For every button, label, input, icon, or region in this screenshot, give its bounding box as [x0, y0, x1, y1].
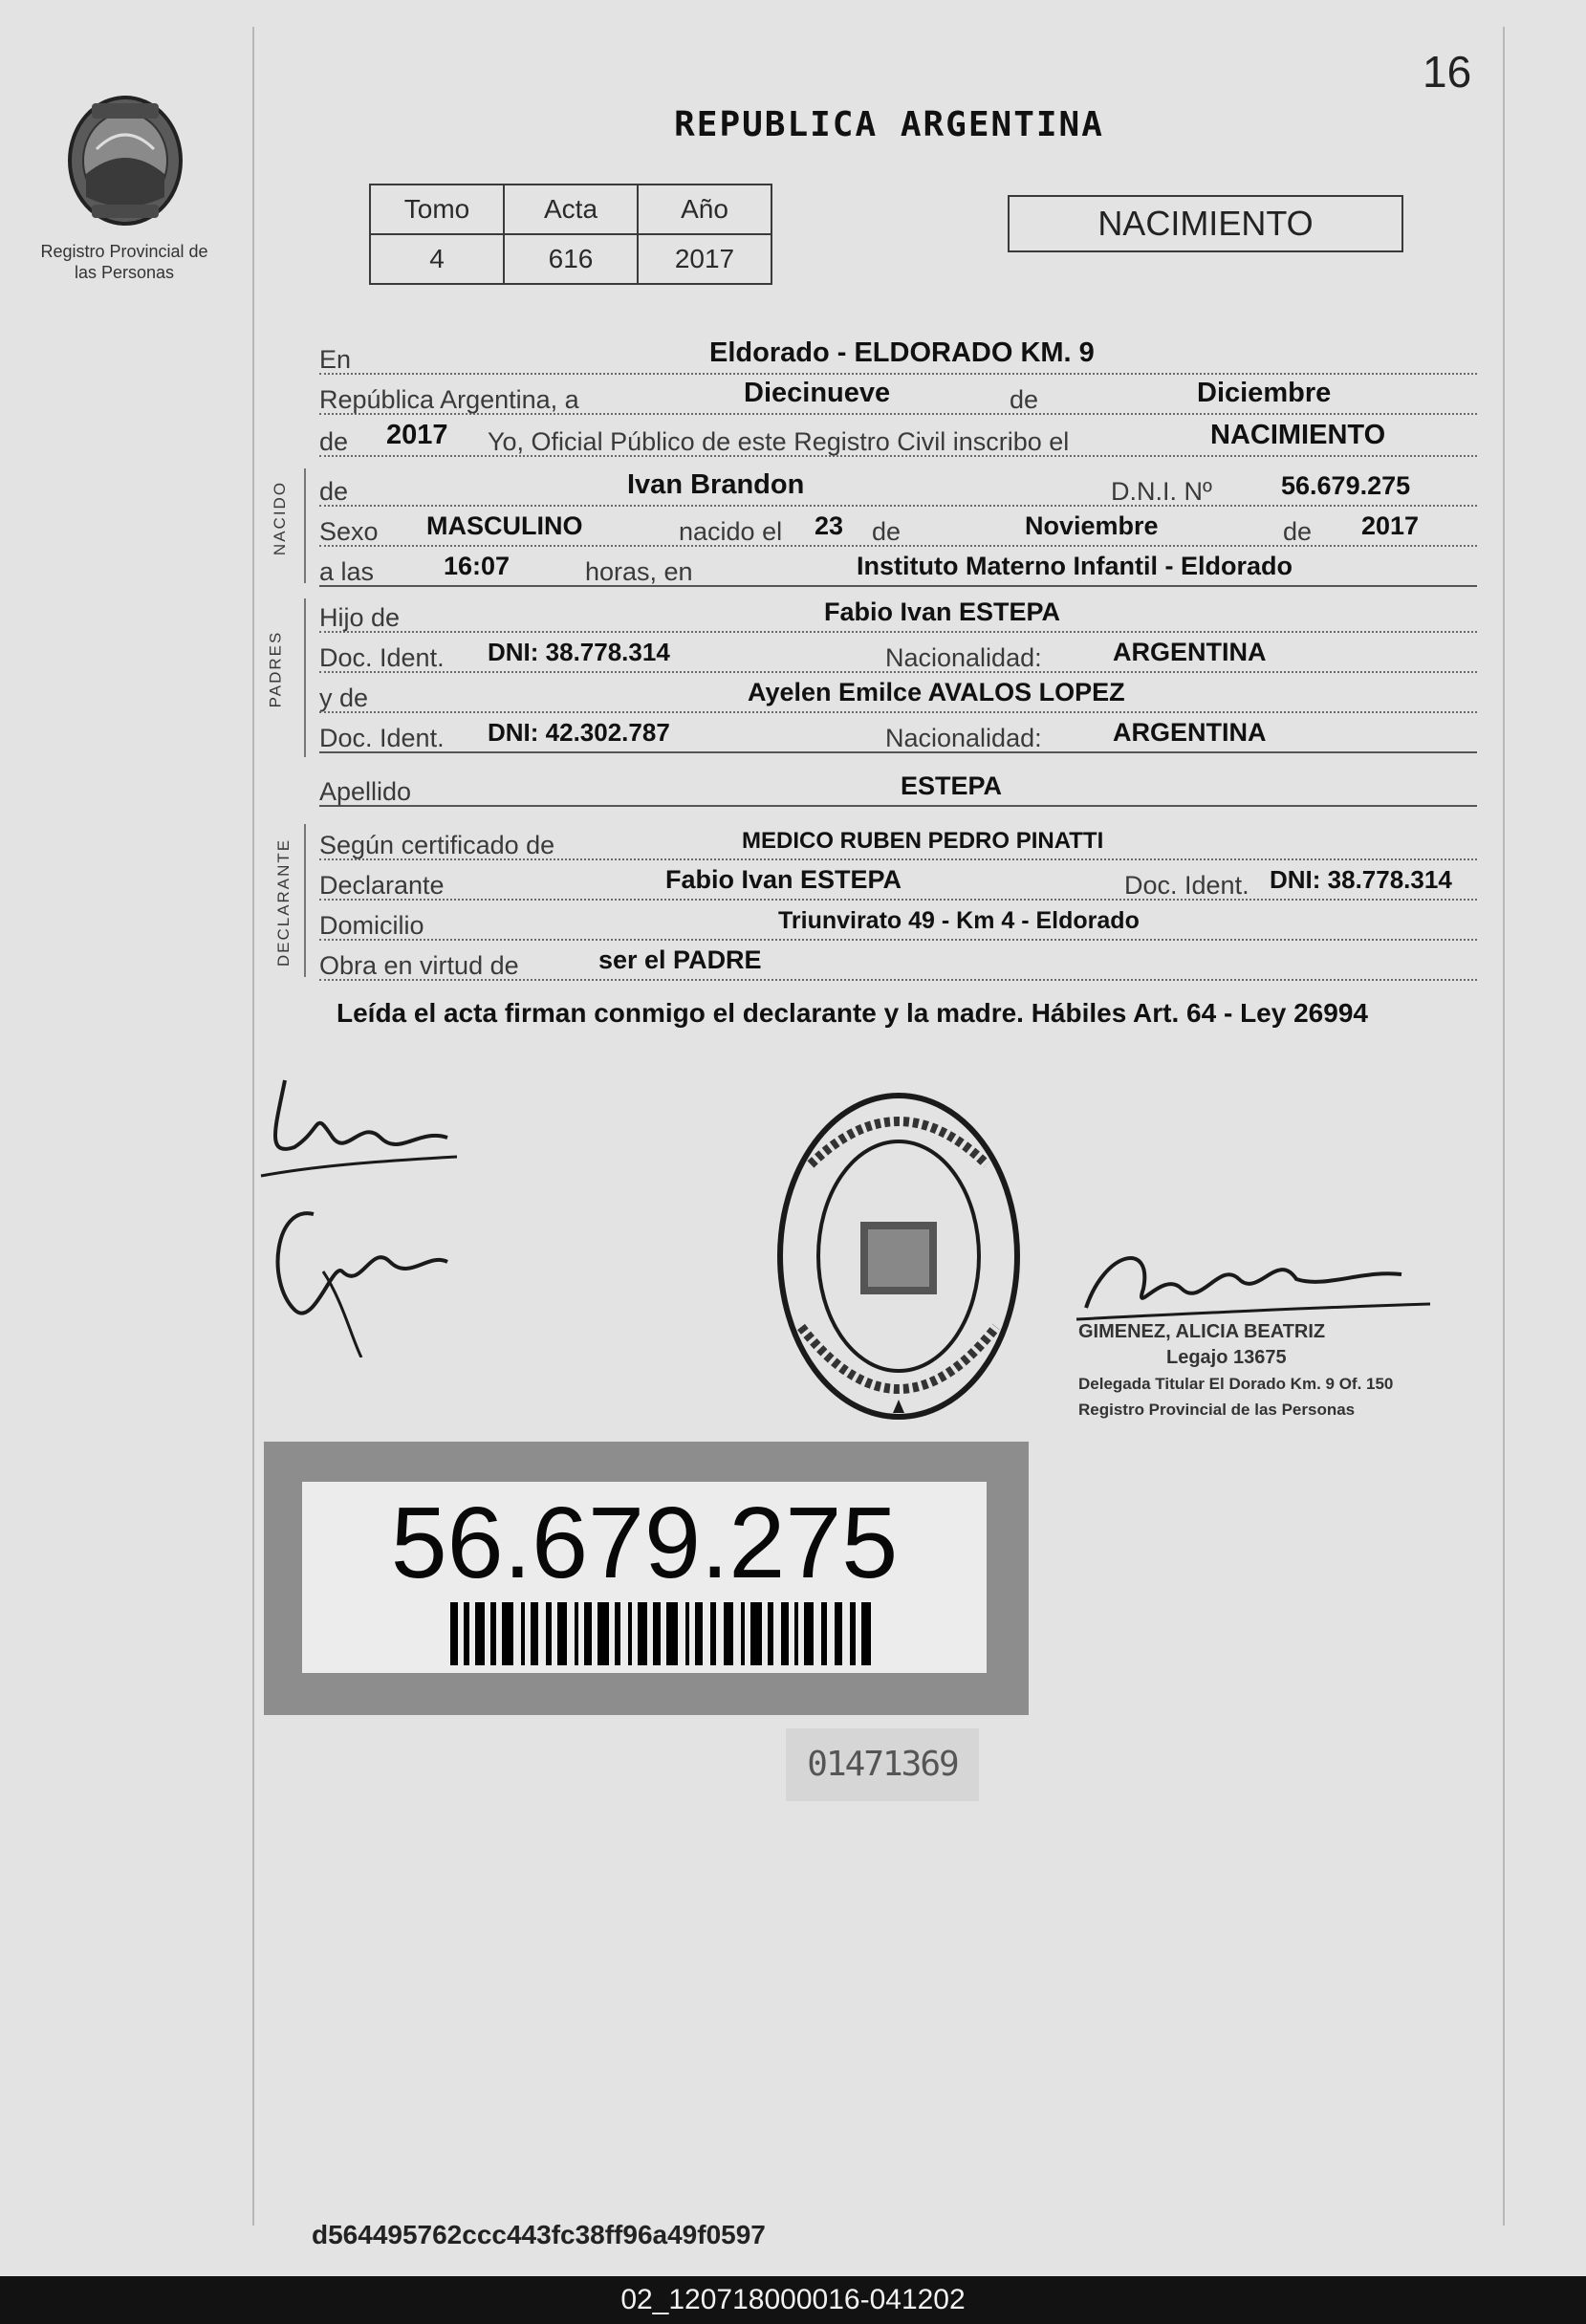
row-oficial: [319, 419, 1477, 457]
label-nacido: nacido el: [679, 517, 783, 546]
official-registro: Registro Provincial de las Personas: [1078, 1401, 1356, 1419]
value-child-dni: 56.679.275: [1281, 471, 1411, 500]
row-padre: [319, 595, 1477, 633]
section-label-padres: PADRES: [266, 630, 285, 708]
section-label-nacido: NACIDO: [271, 480, 290, 556]
row-madre: [319, 675, 1477, 713]
table-value-tomo: 4: [370, 234, 504, 284]
barcode: [450, 1602, 871, 1665]
value-birth-day: 23: [815, 511, 844, 540]
handwritten-signatures-left: [256, 1071, 467, 1357]
value-sexo: MASCULINO: [426, 511, 583, 540]
left-margin-line: [252, 27, 254, 2226]
table-value-ano: 2017: [638, 234, 771, 284]
row-nombre: [319, 468, 1477, 507]
value-declarant-doc: DNI: 38.778.314: [1270, 865, 1452, 894]
row-apellido: [319, 769, 1477, 807]
label-sexo: Sexo: [319, 517, 379, 546]
section-label-declarante: DECLARANTE: [274, 837, 293, 967]
label-dni: D.N.I. Nº: [1111, 477, 1212, 506]
value-father-name: Fabio Ivan ESTEPA: [824, 597, 1061, 626]
label-de-nombre: de: [319, 477, 349, 506]
value-address: Triunvirato 49 - Km 4 - Eldorado: [778, 907, 1140, 934]
tomo-acta-ano-table: [369, 184, 772, 285]
value-mother-doc: DNI: 42.302.787: [488, 718, 670, 747]
label-doc-madre: Doc. Ident.: [319, 724, 445, 752]
value-place: Eldorado - ELDORADO KM. 9: [709, 337, 1095, 368]
label-horas: horas, en: [585, 557, 693, 586]
label-declarante: Declarante: [319, 871, 445, 900]
value-declarant-name: Fabio Ivan ESTEPA: [665, 865, 902, 894]
nacido-bracket: [304, 468, 306, 583]
row-obra: [319, 943, 1477, 981]
value-surname: ESTEPA: [901, 771, 1003, 800]
row-hora: [319, 549, 1477, 587]
row-certificado: [319, 822, 1477, 860]
padres-bracket: [304, 598, 306, 757]
label-de-year2: de: [1283, 517, 1313, 546]
row-en: [319, 337, 1477, 375]
official-name: GIMENEZ, ALICIA BEATRIZ: [1078, 1321, 1326, 1342]
value-month: Diciembre: [1197, 378, 1332, 408]
official-name-block: [1078, 1319, 1442, 1423]
value-year: 2017: [386, 420, 448, 450]
footer-id-bar: 02_120718000016-041202: [0, 2276, 1586, 2324]
table-header-acta: Acta: [504, 185, 638, 234]
label-de: de: [1010, 385, 1039, 414]
right-margin-line: [1503, 27, 1505, 2226]
label-certificado: Según certificado de: [319, 831, 555, 859]
label-obra: Obra en virtud de: [319, 951, 519, 980]
serial-number-sticker: 01471369: [786, 1728, 979, 1801]
registry-seal-stamp: [772, 1088, 1025, 1430]
label-nacionalidad-madre: Nacionalidad:: [885, 724, 1042, 752]
value-certificate: MEDICO RUBEN PEDRO PINATTI: [742, 828, 1104, 854]
row-republica: [319, 377, 1477, 415]
page-number: 16: [1423, 47, 1472, 97]
official-signature: [1076, 1231, 1430, 1327]
label-nacionalidad-padre: Nacionalidad:: [885, 643, 1042, 672]
value-father-nationality: ARGENTINA: [1113, 638, 1267, 666]
label-alas: a las: [319, 557, 375, 586]
official-legajo: Legajo 13675: [1166, 1347, 1287, 1368]
row-sexo: [319, 509, 1477, 547]
dni-barcode-sticker: [264, 1442, 1029, 1715]
table-value-acta: 616: [504, 234, 638, 284]
value-father-doc: DNI: 38.778.314: [488, 638, 670, 666]
official-cargo: Delegada Titular El Dorado Km. 9 Of. 150: [1078, 1375, 1394, 1393]
provincial-crest-logo: [54, 82, 197, 235]
table-header-tomo: Tomo: [370, 185, 504, 234]
label-y-de: y de: [319, 684, 369, 712]
label-doc-declarante: Doc. Ident.: [1124, 871, 1249, 900]
table-header-ano: Año: [638, 185, 771, 234]
row-domicilio: [319, 902, 1477, 941]
value-day: Diecinueve: [744, 378, 891, 408]
value-mother-nationality: ARGENTINA: [1113, 718, 1267, 747]
value-inscribe: NACIMIENTO: [1210, 420, 1386, 450]
row-madre-doc: [319, 715, 1477, 753]
label-de-month: de: [872, 517, 902, 546]
registry-caption: Registro Provincial de las Personas: [40, 242, 208, 282]
row-declarante: [319, 862, 1477, 901]
document-title: REPUBLICA ARGENTINA: [674, 105, 1104, 144]
value-hour: 16:07: [444, 552, 511, 580]
label-hijo: Hijo de: [319, 603, 401, 632]
value-child-name: Ivan Brandon: [627, 469, 805, 500]
label-republica: República Argentina, a: [319, 385, 579, 414]
declarante-bracket: [304, 824, 306, 977]
record-type-box: NACIMIENTO: [1008, 195, 1403, 252]
barcode-number: 56.679.275: [390, 1487, 899, 1599]
value-capacity: ser el PADRE: [598, 945, 762, 974]
label-en: En: [319, 345, 352, 374]
value-mother-name: Ayelen Emilce AVALOS LOPEZ: [748, 678, 1125, 706]
label-doc-padre: Doc. Ident.: [319, 643, 445, 672]
document-hash: d564495762ccc443fc38ff96a49f0597: [312, 2220, 766, 2249]
value-birth-place: Instituto Materno Infantil - Eldorado: [857, 552, 1293, 580]
value-birth-month: Noviembre: [1025, 511, 1159, 540]
closing-statement: Leída el acta firman conmigo el declarante y la madre. Hábiles Art. 64 - Ley 26994: [337, 998, 1368, 1028]
value-birth-year: 2017: [1361, 511, 1420, 540]
row-padre-doc: [319, 635, 1477, 673]
oficial-text: Yo, Oficial Público de este Registro Civil inscribo el: [488, 427, 1070, 456]
label-de-year: de: [319, 427, 349, 456]
label-domicilio: Domicilio: [319, 911, 424, 940]
label-apellido: Apellido: [319, 777, 412, 806]
